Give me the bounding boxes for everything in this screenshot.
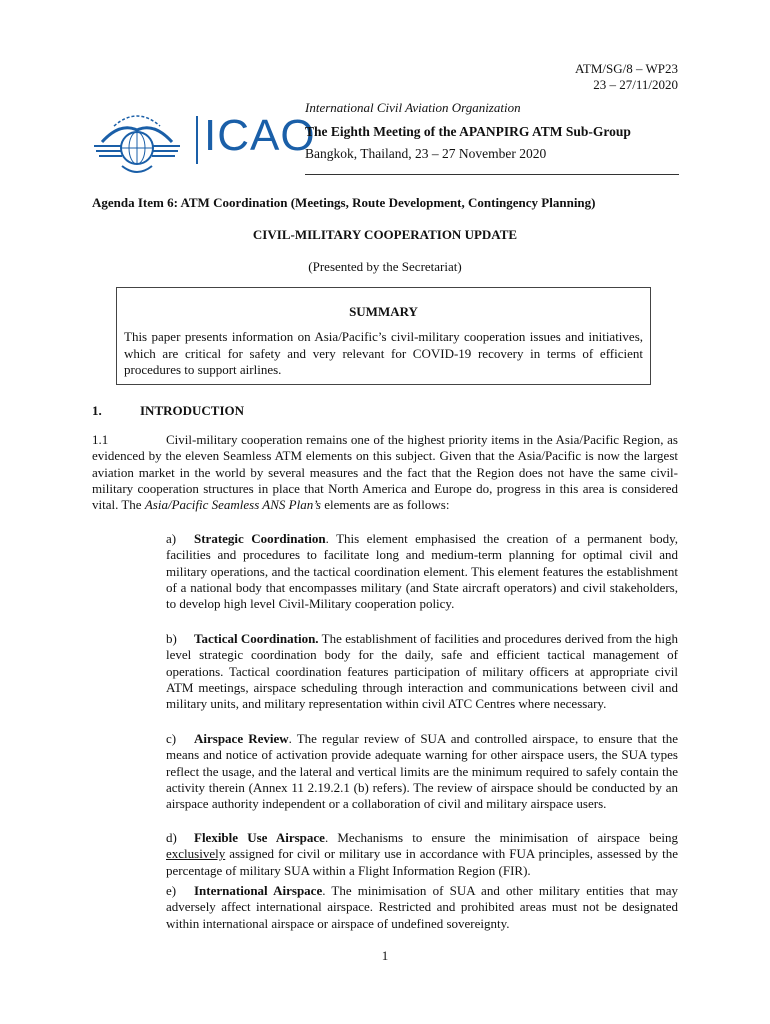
page-number: 1 bbox=[381, 948, 389, 963]
summary-box bbox=[116, 287, 651, 385]
item-underlined-word: exclusively bbox=[166, 846, 226, 862]
paper-title: CIVIL-MILITARY COOPERATION UPDATE bbox=[252, 227, 518, 242]
item-title: Tactical Coordination. bbox=[194, 631, 319, 646]
list-item bbox=[166, 883, 678, 932]
paragraph-text-part2: elements are as follows: bbox=[320, 497, 450, 513]
item-text-pre: . Mechanisms to ensure the minimisation of airspace being bbox=[324, 830, 678, 845]
item-label: b) bbox=[166, 631, 177, 646]
organization-name: International Civil Aviation Organization bbox=[305, 100, 521, 115]
icao-emblem-logo bbox=[92, 102, 182, 182]
paragraph-1-1 bbox=[92, 432, 678, 513]
document-date: 23 – 27/11/2020 bbox=[593, 77, 678, 92]
document-reference: ATM/SG/8 – WP23 bbox=[574, 61, 678, 76]
paragraph-number: 1.1 bbox=[92, 432, 109, 447]
list-item bbox=[166, 731, 678, 812]
item-title: Flexible Use Airspace bbox=[194, 830, 325, 845]
item-label: a) bbox=[166, 531, 177, 546]
agenda-item: Agenda Item 6: ATM Coordination (Meetings, Route Development, Contingency Planning) bbox=[92, 195, 596, 210]
item-text: . This element emphasised the creation of a permanent body, facilities and procedures to facilitate long and medium-term planning for optimal civil and military operations, and the tactical coordination element. This element features the establishment of a national body that encompasses military (and State aircraft operators) and civil stakeholders, to develop high level Civil-Military cooperation policy. bbox=[166, 531, 678, 612]
meeting-venue: Bangkok, Thailand, 23 – 27 November 2020 bbox=[305, 146, 547, 161]
section-number: 1. bbox=[92, 403, 102, 418]
item-label: d) bbox=[166, 830, 177, 845]
list-item bbox=[166, 830, 678, 879]
section-title: INTRODUCTION bbox=[140, 403, 245, 418]
paragraph-italic-plan: Asia/Pacific Seamless ANS Plan’s bbox=[144, 497, 321, 513]
list-item bbox=[166, 531, 678, 612]
item-title: International Airspace bbox=[194, 883, 323, 898]
header-rule bbox=[305, 174, 679, 175]
item-text: assigned for civil or military use in accordance with FUA principles, assessed by the percentage of military SUA within a Flight Information Region (FIR). bbox=[166, 846, 678, 878]
paragraph-text-part1: Civil-military cooperation remains one of the highest priority items in the Asia/Pacific Region, as evidenced by the eleven Seamless ATM elements on this subject. Given that the Asia/Pacific is now the largest aviation market in the world by several measures and the fact that the Region does not have the same civil-military cooperation structures in place that North America and Europe do, progress in this area is considered vital. The bbox=[92, 432, 678, 513]
item-title: Strategic Coordination bbox=[194, 531, 326, 546]
logo-divider bbox=[196, 116, 198, 164]
item-text: . The minimisation of SUA and other military entities that may adversely affect international airspace. Restricted and prohibited areas must not be designated within international airspace or airspace of undefined sovereignty. bbox=[166, 883, 678, 931]
item-label: e) bbox=[166, 883, 177, 898]
meeting-title: The Eighth Meeting of the APANPIRG ATM Sub-Group bbox=[305, 124, 631, 139]
item-title: Airspace Review bbox=[194, 731, 289, 746]
item-text: The establishment of facilities and procedures derived from the high level strategic coordination body for the daily, safe and efficient tactical management of operations. Tactical coordination features participation of military officers at appropriate civil ATM meetings, airspace scheduling through interaction and communications between civil and military units, and military representation within civil ATC Centres where necessary. bbox=[166, 631, 678, 712]
item-label: c) bbox=[166, 731, 177, 746]
item-text: . The regular review of SUA and controlled airspace, to ensure that the means and notice of activation provide adequate warning for other airspace users, the SUA types reflect the usage, and the lateral and vertical limits are the minimum required to safely contain the activity therein (Annex 11 2.19.2.1 (b) refers). The review of airspace should be conducted by an airspace authority independent or a collaboration of civil and military airspace users. bbox=[166, 731, 678, 812]
summary-heading: SUMMARY bbox=[349, 304, 418, 319]
icao-wordmark: ICAO bbox=[204, 111, 316, 160]
summary-text: This paper presents information on Asia/Pacific’s civil-military cooperation issues and initiatives, which are critical for safety and very relevant for COVID-19 recovery in terms of efficient procedures to support airlines. bbox=[124, 329, 643, 377]
list-item bbox=[166, 631, 678, 712]
presented-by: (Presented by the Secretariat) bbox=[308, 259, 462, 274]
